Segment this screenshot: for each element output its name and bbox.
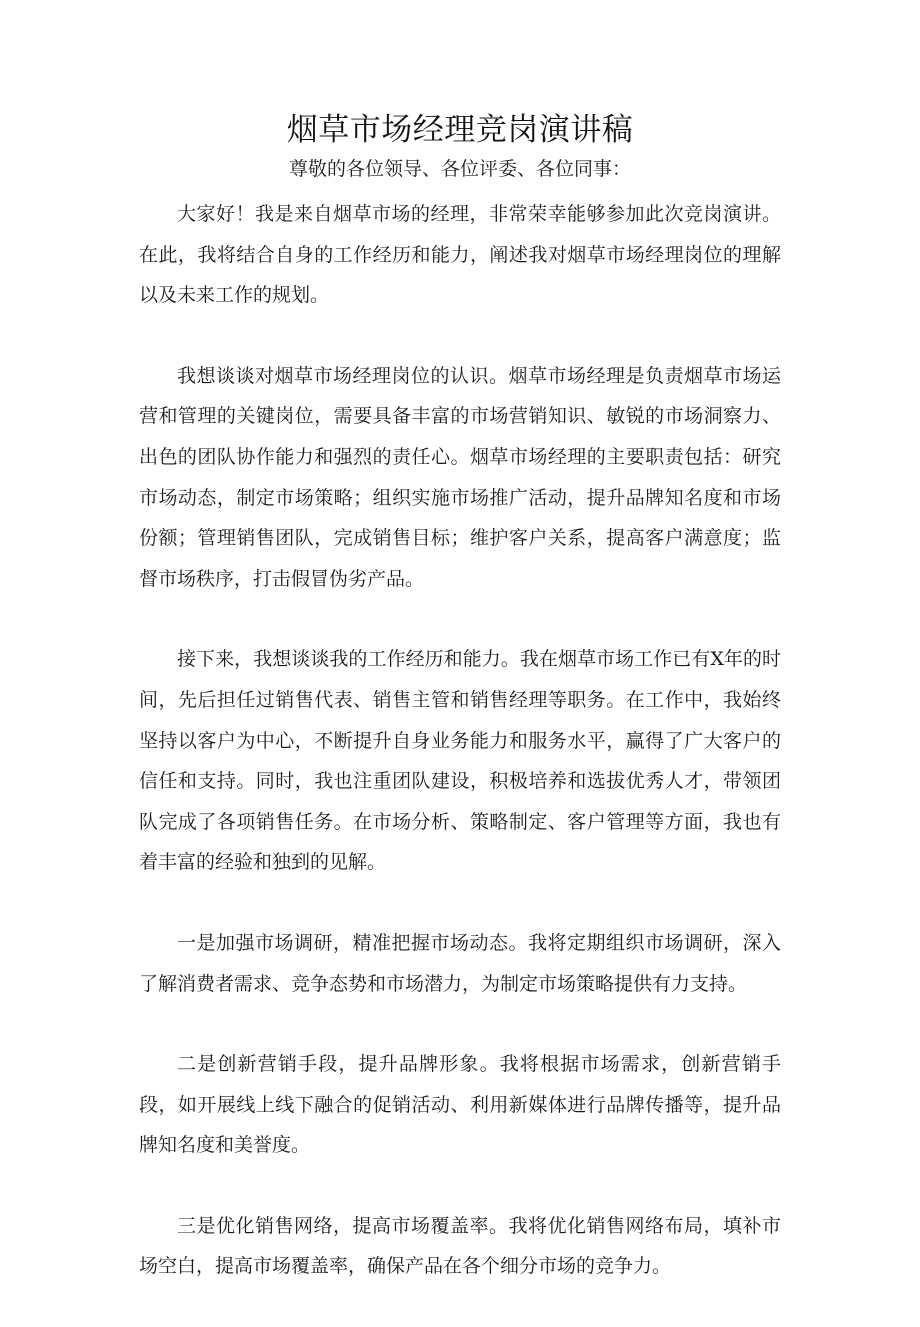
paragraph-experience: 接下来，我想谈谈我的工作经历和能力。我在烟草市场工作已有X年的时间，先后担任过销售代表、销售主管和销售经理等职务。在工作中，我始终坚持以客户为中心，不断提升自身业务能力和服务水平，赢得了广大客户的信任和支持。同时，我也注重团队建设，积极培养和选拔优秀人才，带领团队完成了各项销售任务。在市场分析、策略制定、客户管理等方面，我也有着丰富的经验和独到的见解。 bbox=[139, 648, 781, 874]
salutation: 尊敬的各位领导、各位评委、各位同事： bbox=[288, 158, 631, 180]
paragraph-plan-network: 三是优化销售网络，提高市场覆盖率。我将优化销售网络布局，填补市场空白，提高市场覆盖率，确保产品在各个细分市场的竞争力。 bbox=[139, 1214, 781, 1278]
paragraph-role-understanding: 我想谈谈对烟草市场经理岗位的认识。烟草市场经理是负责烟草市场运营和管理的关键岗位，需要具备丰富的市场营销知识、敏锐的市场洞察力、出色的团队协作能力和强烈的责任心。烟草市场经理的主要职责包括：研究市场动态，制定市场策略；组织实施市场推广活动，提升品牌知名度和市场份额；管理销售团队，完成销售目标；维护客户关系，提高客户满意度；监督市场秩序，打击假冒伪劣产品。 bbox=[139, 364, 781, 590]
paragraph-greeting: 大家好！我是来自烟草市场的经理，非常荣幸能够参加此次竞岗演讲。在此，我将结合自身的工作经历和能力，阐述我对烟草市场经理岗位的理解以及未来工作的规划。 bbox=[139, 203, 781, 307]
paragraph-plan-marketing: 二是创新营销手段，提升品牌形象。我将根据市场需求，创新营销手段，如开展线上线下融合的促销活动、利用新媒体进行品牌传播等，提升品牌知名度和美誉度。 bbox=[139, 1053, 781, 1157]
document-body bbox=[139, 194, 781, 1327]
document-title: 烟草市场经理竞岗演讲稿 bbox=[286, 112, 634, 148]
paragraph-plan-research: 一是加强市场调研，精准把握市场动态。我将定期组织市场调研，深入了解消费者需求、竞争态势和市场潜力，为制定市场策略提供有力支持。 bbox=[139, 931, 781, 995]
